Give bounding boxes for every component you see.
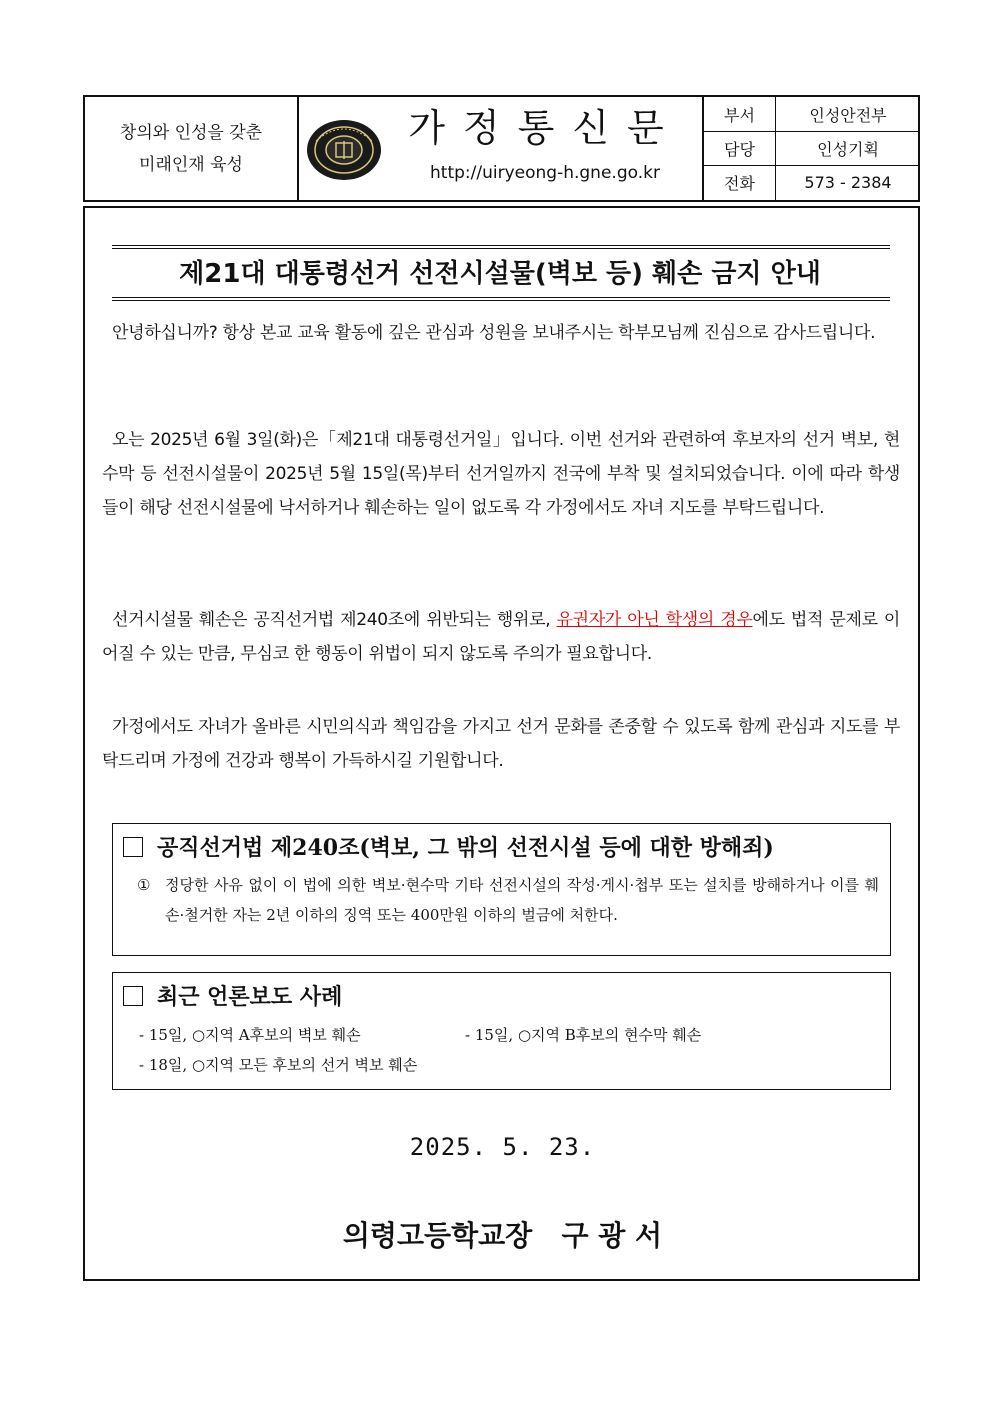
news-box-title	[123, 981, 342, 1013]
document-title: 제21대 대통령선거 선전시설물(벽보 등) 훼손 금지 안내	[179, 259, 821, 289]
info-label: 전화	[704, 165, 776, 200]
clause-number: ①	[137, 876, 151, 894]
school-motto	[85, 97, 299, 200]
news-box-title-text: 최근 언론보도 사례	[157, 984, 343, 1010]
newsletter-header	[83, 95, 920, 202]
info-row-department	[704, 97, 920, 132]
law-clause	[137, 870, 879, 930]
news-box	[112, 972, 891, 1090]
document-date: 2025. 5. 23.	[409, 1133, 596, 1161]
info-value: 인성안전부	[809, 105, 887, 125]
info-row-phone	[704, 165, 920, 200]
election-paragraph: 오는 2025년 6월 3일(화)은「제21대 대통령선거일」입니다. 이번 선거와 관련하여 후보자의 선거 벽보, 현수막 등 선전시설물이 2025년 5월 15일(목)부터 선거일까지 전국에 부착 및 설치되었습니다. 이에 따라 학생들이 해당 선전시설물에 낙서하거나 훼손하는 일이 없도록 각 가정에서도 자녀 지도를 부탁드립니다.	[102, 430, 900, 518]
title-rule-top	[112, 245, 890, 249]
info-row-manager	[704, 131, 920, 166]
info-value: 573 - 2384	[804, 173, 892, 192]
greeting-paragraph: 안녕하십니까? 항상 본교 교육 활동에 깊은 관심과 성원을 보내주시는 학부모님께 진심으로 감사드립니다.	[112, 323, 876, 343]
school-logo	[306, 119, 382, 181]
title-rule-bottom	[112, 297, 890, 301]
news-item: - 15일, ○지역 B후보의 현수막 훼손	[465, 1026, 702, 1044]
checkbox-icon	[123, 837, 143, 857]
law-warning-text-end: 에도 법적 문제로 이어질 수 있는 만큼, 무심코 한 행동이 위법이 되지 않도록 주의가 필요합니다.	[102, 610, 900, 664]
clause-text: 정당한 사유 없이 이 법에 의한 벽보·현수막 기타 선전시설의 작성·게시·첩부 또는 설치를 방해하거나 이를 훼손·철거한 자는 2년 이하의 징역 또는 400만원 이하의 벌금에 처한다.	[165, 876, 879, 924]
newsletter-title: 가정통신문	[408, 106, 682, 150]
news-item: - 15일, ○지역 A후보의 벽보 훼손	[139, 1026, 361, 1044]
law-warning-paragraph	[102, 603, 900, 671]
highlight-text: 유권자가 아닌 학생의 경우	[556, 610, 753, 630]
law-warning-text: 선거시설물 훼손은 공직선거법 제240조에 위반되는 행위로,	[112, 610, 557, 630]
checkbox-icon	[123, 986, 143, 1006]
info-label: 부서	[704, 97, 776, 131]
law-box	[112, 823, 891, 956]
school-url[interactable]: http://uiryeong-h.gne.go.kr	[430, 163, 660, 183]
info-table	[702, 97, 920, 200]
closing-paragraph: 가정에서도 자녀가 올바른 시민의식과 책임감을 가지고 선거 문화를 존중할 수 있도록 함께 관심과 지도를 부탁드리며 가정에 건강과 행복이 가득하시길 기원합니다.	[102, 717, 900, 771]
law-box-title	[123, 832, 774, 864]
principal-signature: 의령고등학교장 구 광 서	[342, 1219, 663, 1252]
motto-line-2: 미래인재 육성	[139, 154, 243, 175]
law-box-title-text: 공직선거법 제240조(벽보, 그 밖의 선전시설 등에 대한 방해죄)	[157, 835, 774, 861]
news-item: - 18일, ○지역 모든 후보의 선거 벽보 훼손	[139, 1056, 418, 1074]
info-value: 인성기획	[817, 139, 879, 159]
info-label: 담당	[704, 131, 776, 165]
motto-line-1: 창의와 인성을 갖춘	[119, 122, 263, 143]
